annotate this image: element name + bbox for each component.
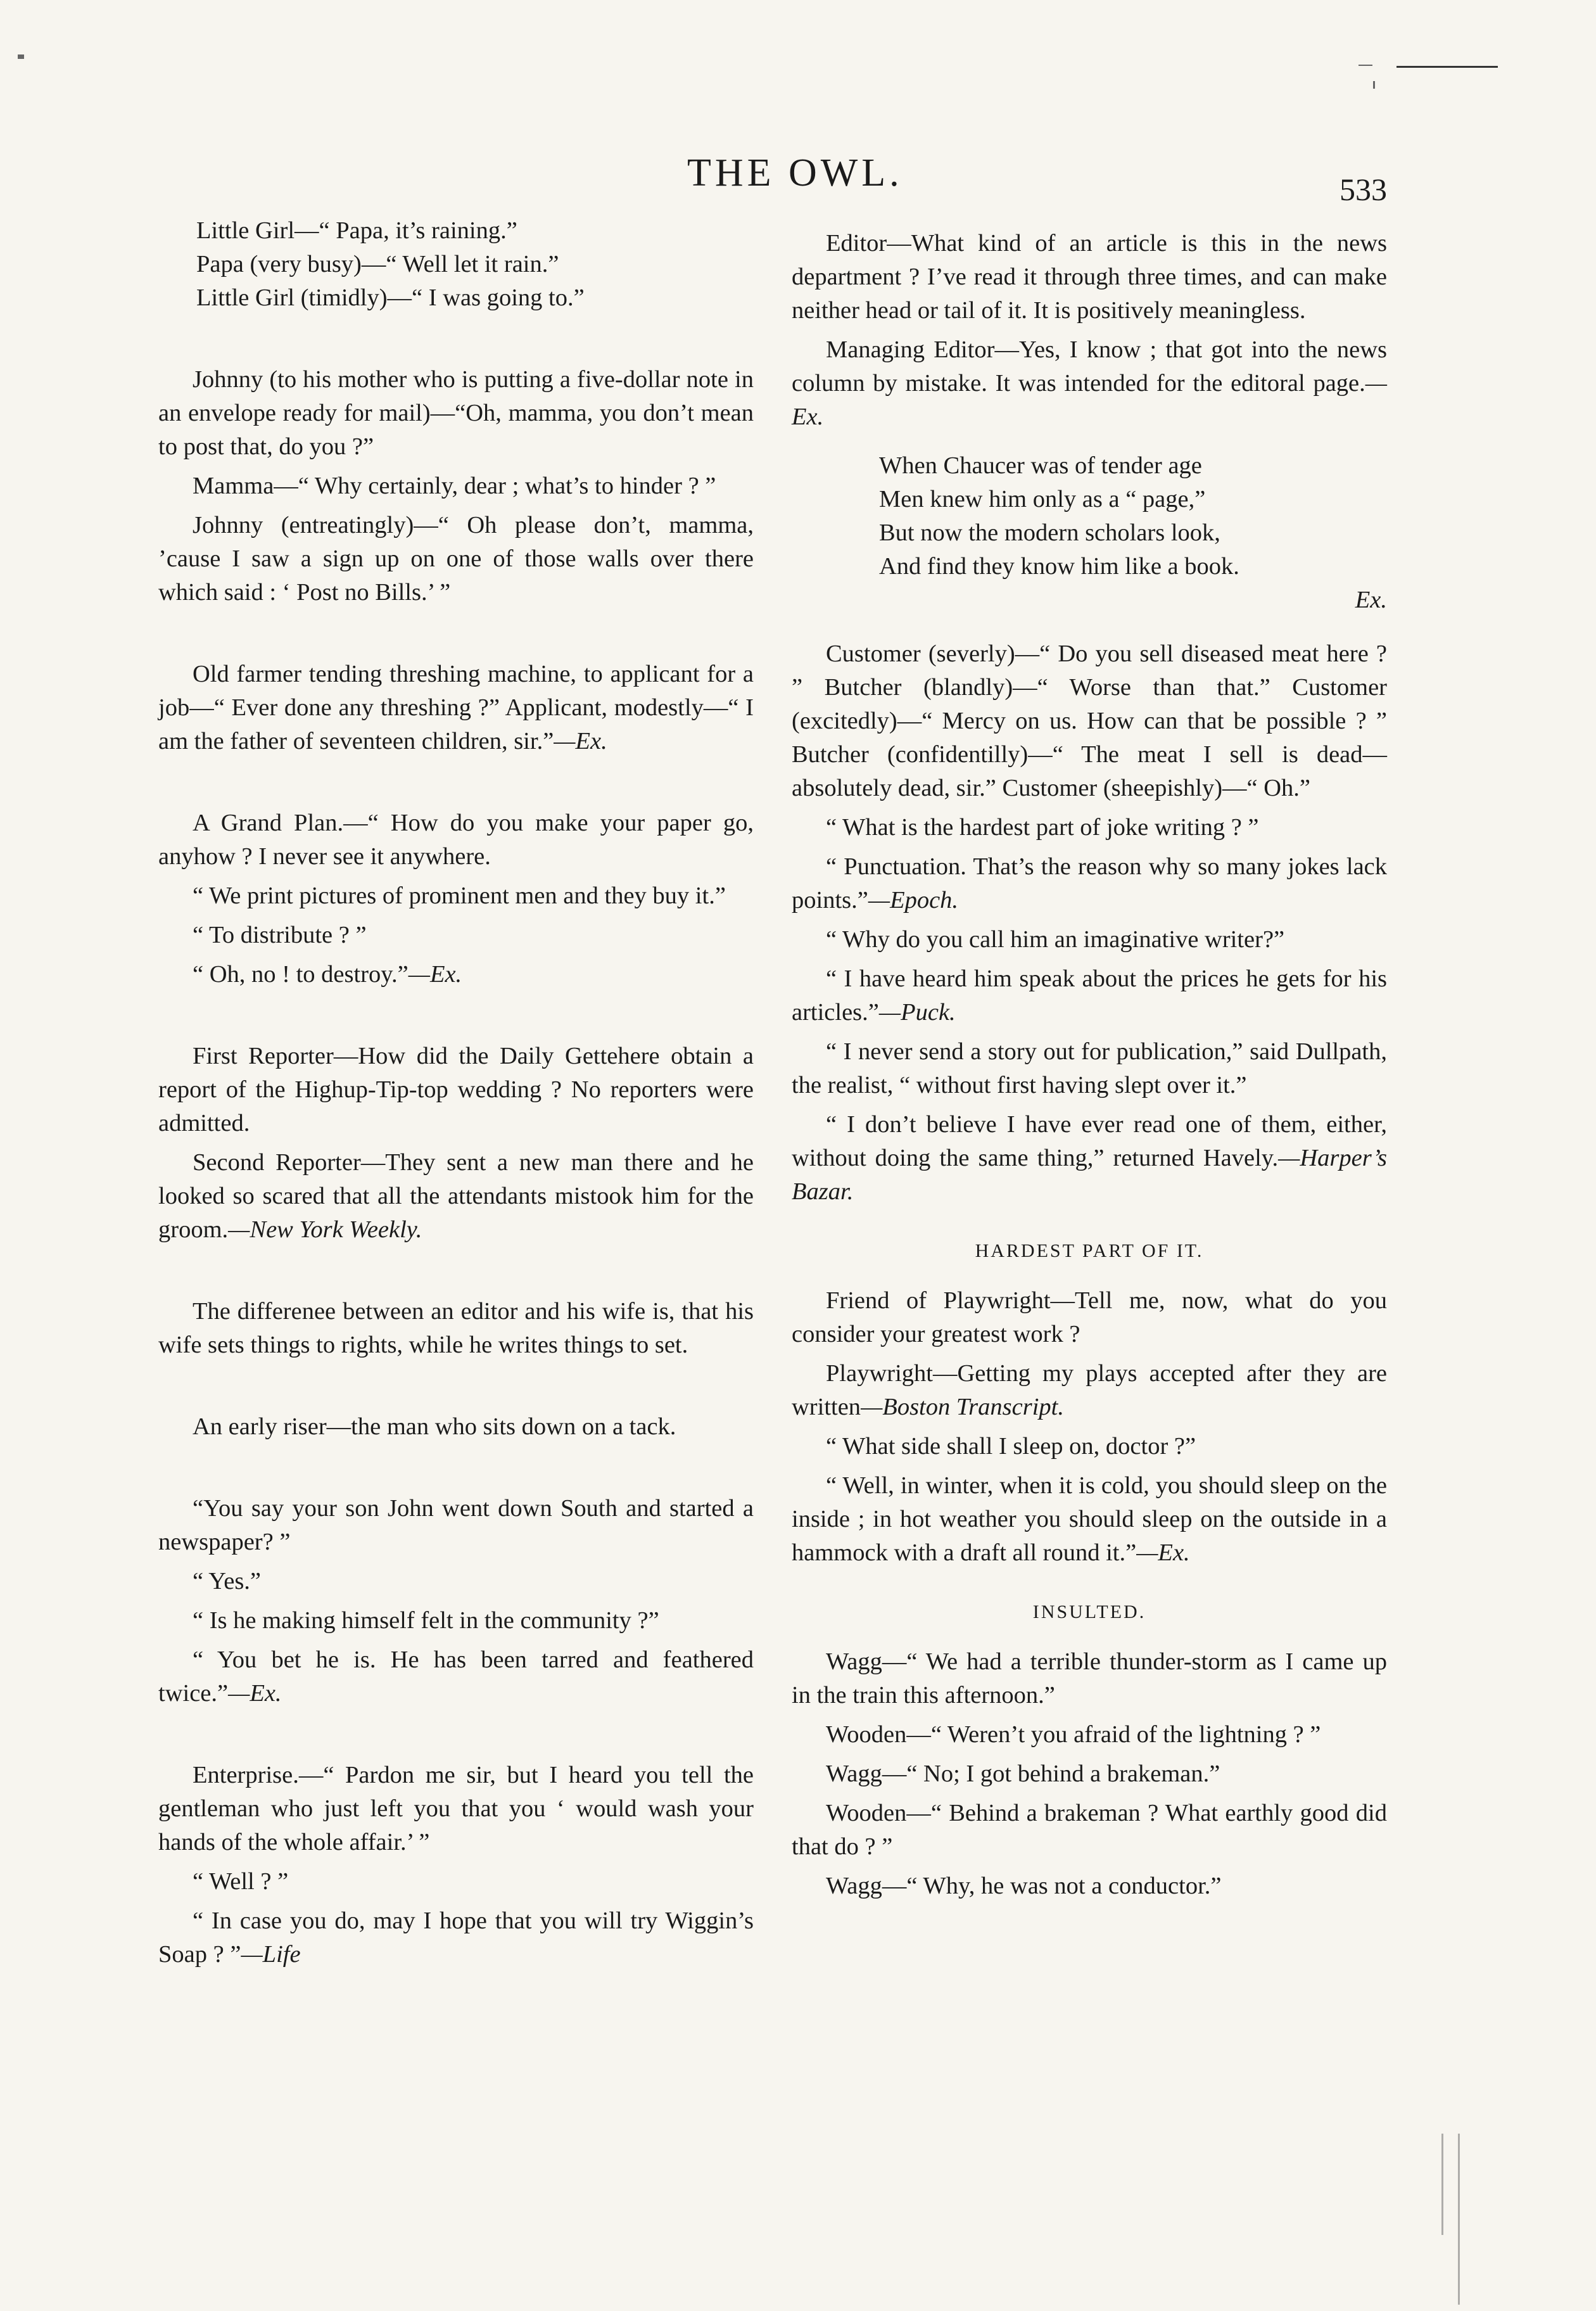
paragraph xyxy=(158,1410,754,1444)
paragraph-text: “ I don’t believe I have ever read one of them, either, without doing the same thing,” returned Havely. xyxy=(792,1111,1387,1171)
section-heading: HARDEST PART OF IT. xyxy=(975,1240,1204,1261)
top-rule xyxy=(1396,66,1498,68)
paragraph-text: “ Is he making himself felt in the community ?” xyxy=(193,1607,659,1634)
paragraph-text: “ In case you do, may I hope that you will try Wiggin’s Soap ? ” xyxy=(158,1907,754,1968)
paragraph xyxy=(158,806,754,874)
paragraph-text: Johnny (entreatingly)—“ Oh please don’t, mamma, ’cause I saw a sign up on one of those walls over there which said : ‘ Post no Bills.’ ” xyxy=(158,512,754,606)
dialogue-line xyxy=(158,281,754,315)
source-attribution: —Ex. xyxy=(792,370,1387,430)
paragraph-text: Managing Editor—Yes, I know ; that got into the news column by mistake. It was intended for the editoral page. xyxy=(792,336,1387,397)
paragraph-text: A Grand Plan.—“ How do you make your paper go, anyhow ? I never see it anywhere. xyxy=(158,810,754,870)
paragraph-text: Playwright—Getting my plays accepted after they are written xyxy=(792,1360,1387,1420)
source-attribution: —Life xyxy=(241,1941,301,1968)
paragraph xyxy=(792,923,1387,957)
source-attribution: —Ex. xyxy=(408,961,462,988)
paragraph xyxy=(792,1469,1387,1570)
right-column xyxy=(792,227,1387,1909)
margin-speck xyxy=(1458,2134,1460,2305)
paragraph xyxy=(158,958,754,991)
paragraph xyxy=(158,1643,754,1710)
paragraph xyxy=(792,1357,1387,1424)
paragraph-text: Wagg—“ Why, he was not a conductor.” xyxy=(826,1873,1222,1899)
verse-line: Men knew him only as a “ page,” xyxy=(879,486,1206,512)
paragraph xyxy=(158,1865,754,1899)
paragraph-text: An early riser—the man who sits down on a tack. xyxy=(193,1413,676,1440)
paragraph xyxy=(158,509,754,609)
paragraph xyxy=(792,333,1387,434)
paragraph-text: Friend of Playwright—Tell me, now, what do you consider your greatest work ? xyxy=(792,1287,1387,1347)
paragraph-text: “ Well, in winter, when it is cold, you should sleep on the inside ; in hot weather you should sleep on the outside in a hammock with a draft all round it.” xyxy=(792,1472,1387,1566)
paragraph-text: Wagg—“ We had a terrible thunder-storm as I came up in the train this afternoon.” xyxy=(792,1648,1387,1709)
paragraph-text: Enterprise.—“ Pardon me sir, but I heard you tell the gentleman who just left you that you ‘ would wash your hands of the whole affair.’ ” xyxy=(158,1762,754,1856)
section-heading: INSULTED. xyxy=(1032,1601,1146,1622)
paragraph-text: The differenee between an editor and his wife is, that his wife sets things to rights, while he writes things to set. xyxy=(158,1298,754,1358)
margin-speck xyxy=(1358,65,1372,66)
paragraph xyxy=(792,1797,1387,1864)
source-attribution: —Ex. xyxy=(228,1680,282,1707)
source-attribution: —Epoch. xyxy=(868,887,959,914)
paragraph-text: Wagg—“ No; I got behind a brakeman.” xyxy=(826,1760,1220,1787)
paragraph-text: “ I have heard him speak about the prices he gets for his articles.” xyxy=(792,965,1387,1026)
left-column xyxy=(158,214,754,1977)
paragraph xyxy=(158,919,754,952)
source-attribution: —Ex. xyxy=(554,728,607,754)
paragraph xyxy=(158,363,754,464)
paragraph-text: Second Reporter—They sent a new man there and he looked so scared that all the attendants mistook him for the groom. xyxy=(158,1149,754,1243)
paragraph xyxy=(158,1040,754,1140)
paragraph-text: Wooden—“ Weren’t you afraid of the lightning ? ” xyxy=(826,1721,1321,1748)
page-number: 533 xyxy=(1340,172,1387,207)
paragraph-text: First Reporter—How did the Daily Gettehere obtain a report of the Highup-Tip-top wedding ? No reporters were admitted. xyxy=(158,1043,754,1136)
paragraph-text: Mamma—“ Why certainly, dear ; what’s to hinder ? ” xyxy=(193,473,716,499)
paragraph-text: Johnny (to his mother who is putting a five-dollar note in an envelope ready for mail)—“Oh, mamma, you don’t mean to post that, do you ?” xyxy=(158,366,754,460)
source-attribution: —Puck. xyxy=(878,999,956,1026)
paragraph xyxy=(158,1492,754,1559)
paragraph xyxy=(792,1645,1387,1712)
paragraph xyxy=(792,637,1387,805)
source-attribution: —Boston Transcript. xyxy=(861,1394,1064,1420)
paragraph xyxy=(158,879,754,913)
paragraph-text: “ Yes.” xyxy=(193,1568,262,1595)
paragraph-text: Editor—What kind of an article is this in the news department ? I’ve read it through three times, and can make neither head or tail of it. It is positively meaningless. xyxy=(792,230,1387,324)
paragraph-text: “ I never send a story out for publication,” said Dullpath, the realist, “ without first having slept over it.” xyxy=(792,1038,1387,1098)
paragraph xyxy=(158,1565,754,1598)
paragraph xyxy=(158,1604,754,1638)
paragraph xyxy=(792,1430,1387,1463)
paragraph xyxy=(158,1759,754,1859)
verse-block xyxy=(879,449,1387,583)
paragraph xyxy=(158,1146,754,1247)
verse-line: And find they know him like a book. xyxy=(879,553,1239,580)
paragraph-text: “ You bet he is. He has been tarred and feathered twice.” xyxy=(158,1646,754,1707)
paragraph-text: “ What is the hardest part of joke writing ? ” xyxy=(826,814,1259,841)
source-attribution: —Harper’s Bazar. xyxy=(792,1145,1387,1205)
paragraph-text: Papa (very busy)—“ Well let it rain.” xyxy=(196,251,559,277)
paragraph-text: Little Girl—“ Papa, it’s raining.” xyxy=(196,217,517,244)
paragraph xyxy=(792,1869,1387,1903)
source-attribution: —New York Weekly. xyxy=(228,1216,422,1243)
paragraph xyxy=(158,1295,754,1362)
dialogue-line xyxy=(158,248,754,281)
paragraph-text: Customer (severly)—“ Do you sell diseased meat here ? ” Butcher (blandly)—“ Worse than that.” Customer (excitedly)—“ Mercy on us. How can that be possible ? ” Butcher (confidentilly)—“ The meat I sell is dead—absolutely dead, sir.” Customer (sheepishly)—“ Oh.” xyxy=(792,640,1387,801)
verse-line: When Chaucer was of tender age xyxy=(879,452,1202,479)
paragraph-text: “ Why do you call him an imaginative writer?” xyxy=(826,926,1285,953)
paragraph xyxy=(158,658,754,758)
margin-speck xyxy=(18,54,24,59)
paragraph xyxy=(792,811,1387,844)
paragraph xyxy=(792,1284,1387,1351)
paragraph-text: Old farmer tending threshing machine, to applicant for a job—“ Ever done any threshing ?” Applicant, modestly—“ I am the father of seventeen children, sir.” xyxy=(158,661,754,754)
margin-speck xyxy=(1373,81,1375,89)
paragraph-text: Wooden—“ Behind a brakeman ? What earthly good did that do ? ” xyxy=(792,1800,1387,1860)
source-attribution: Ex. xyxy=(1355,587,1387,613)
paragraph-text: “ Well ? ” xyxy=(193,1868,289,1895)
source-attribution: —Ex. xyxy=(1136,1539,1190,1566)
margin-speck xyxy=(1441,2134,1443,2235)
paragraph xyxy=(792,962,1387,1029)
verse-line: But now the modern scholars look, xyxy=(879,519,1220,546)
dialogue-line xyxy=(158,214,754,248)
paragraph-text: “ Oh, no ! to destroy.” xyxy=(193,961,408,988)
paragraph-text: “ To distribute ? ” xyxy=(193,922,367,948)
paragraph xyxy=(792,1757,1387,1791)
paragraph xyxy=(792,850,1387,917)
paragraph-text: “ Punctuation. That’s the reason why so many jokes lack points.” xyxy=(792,853,1387,914)
paragraph-text: “ We print pictures of prominent men and they buy it.” xyxy=(193,882,726,909)
paragraph xyxy=(792,1718,1387,1752)
paragraph xyxy=(158,1904,754,1971)
paragraph-text: “You say your son John went down South and started a newspaper? ” xyxy=(158,1495,754,1555)
paragraph-text: “ What side shall I sleep on, doctor ?” xyxy=(826,1433,1196,1460)
paragraph xyxy=(792,227,1387,328)
journal-title: THE OWL. xyxy=(687,151,903,194)
paragraph xyxy=(792,1108,1387,1209)
paragraph-text: Little Girl (timidly)—“ I was going to.” xyxy=(196,284,585,311)
paragraph xyxy=(792,1035,1387,1102)
paragraph xyxy=(158,469,754,503)
